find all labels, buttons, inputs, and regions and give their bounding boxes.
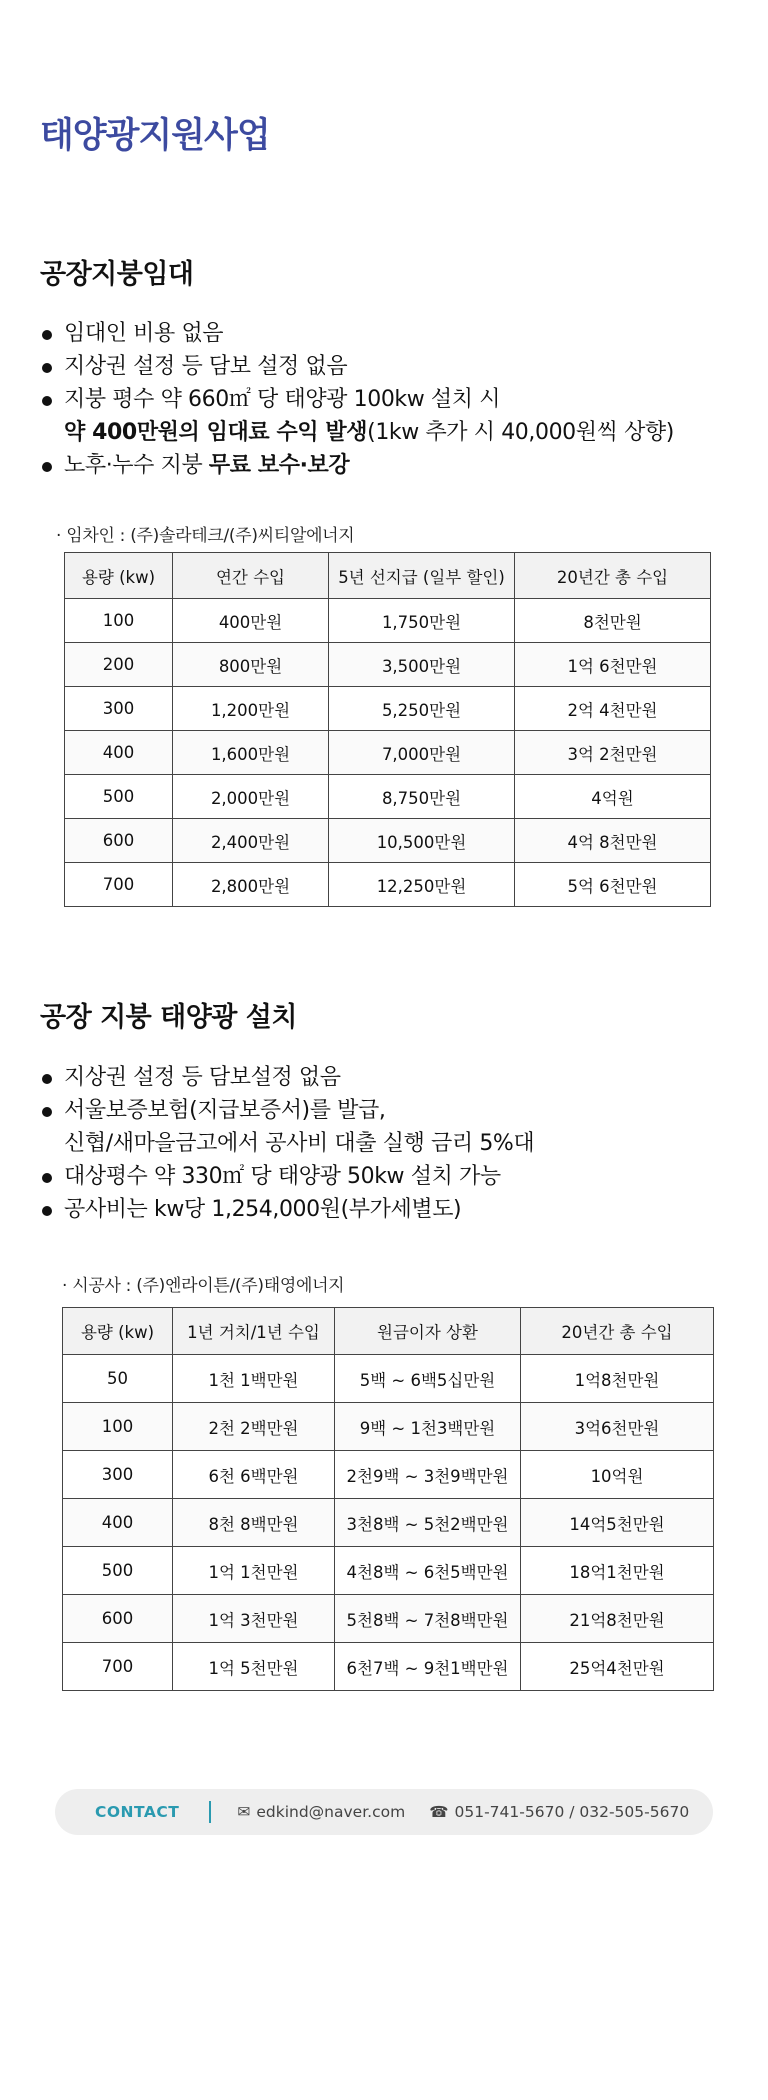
table-cell: 1억8천만원 bbox=[521, 1355, 714, 1403]
bullet-item: 임대인 비용 없음 bbox=[40, 317, 674, 350]
table-header-row bbox=[65, 553, 711, 599]
table-cell: 700 bbox=[65, 863, 173, 907]
bullet-item: 지상권 설정 등 담보 설정 없음 bbox=[40, 350, 674, 383]
table-cell: 2,000만원 bbox=[173, 775, 329, 819]
contact-bar bbox=[55, 1789, 713, 1835]
table-cell: 4억원 bbox=[515, 775, 711, 819]
table-cell: 800만원 bbox=[173, 643, 329, 687]
table-cell: 2천9백 ~ 3천9백만원 bbox=[335, 1451, 521, 1499]
table-row bbox=[63, 1643, 714, 1691]
table-cell: 600 bbox=[63, 1595, 173, 1643]
table-cell: 1천 1백만원 bbox=[173, 1355, 335, 1403]
table-cell: 50 bbox=[63, 1355, 173, 1403]
table-cell: 400 bbox=[63, 1499, 173, 1547]
table-row bbox=[63, 1595, 714, 1643]
table-cell: 25억4천만원 bbox=[521, 1643, 714, 1691]
table-cell: 7,000만원 bbox=[329, 731, 515, 775]
table-cell: 200 bbox=[65, 643, 173, 687]
table-cell: 21억8천만원 bbox=[521, 1595, 714, 1643]
table-cell: 4천8백 ~ 6천5백만원 bbox=[335, 1547, 521, 1595]
table-cell: 100 bbox=[65, 599, 173, 643]
table-cell: 5백 ~ 6백5십만원 bbox=[335, 1355, 521, 1403]
table-cell: 1,600만원 bbox=[173, 731, 329, 775]
bullet-item: 지상권 설정 등 담보설정 없음 bbox=[40, 1061, 534, 1094]
column-header: 연간 수입 bbox=[173, 553, 329, 599]
table-cell: 3억 2천만원 bbox=[515, 731, 711, 775]
table-row bbox=[65, 643, 711, 687]
bullet-item: 대상평수 약 330㎡ 당 태양광 50kw 설치 가능 bbox=[40, 1160, 534, 1193]
roof-install-bullet-list bbox=[40, 1061, 534, 1226]
section-title-roof-install: 공장 지붕 태양광 설치 bbox=[40, 1002, 297, 1033]
page-title: 태양광지원사업 bbox=[40, 116, 270, 156]
bullet-continuation: 약 400만원의 임대료 수익 발생(1kw 추가 시 40,000원씩 상향) bbox=[64, 420, 674, 445]
table-cell: 100 bbox=[63, 1403, 173, 1451]
phone-icon: ☎ bbox=[429, 1803, 449, 1821]
table-cell: 5천8백 ~ 7천8백만원 bbox=[335, 1595, 521, 1643]
table-cell: 300 bbox=[65, 687, 173, 731]
column-header: 5년 선지급 (일부 할인) bbox=[329, 553, 515, 599]
table-cell: 1억 3천만원 bbox=[173, 1595, 335, 1643]
table-cell: 3천8백 ~ 5천2백만원 bbox=[335, 1499, 521, 1547]
table-cell: 9백 ~ 1천3백만원 bbox=[335, 1403, 521, 1451]
table-row bbox=[65, 731, 711, 775]
roof-lease-income-table bbox=[64, 552, 711, 907]
table-cell: 1억 5천만원 bbox=[173, 1643, 335, 1691]
lessee-caption: · 임차인 : (주)솔라테크/(주)씨티알에너지 bbox=[56, 526, 355, 546]
table-cell: 300 bbox=[63, 1451, 173, 1499]
table-cell: 5억 6천만원 bbox=[515, 863, 711, 907]
table-cell: 400만원 bbox=[173, 599, 329, 643]
table-cell: 3,500만원 bbox=[329, 643, 515, 687]
table-cell: 12,250만원 bbox=[329, 863, 515, 907]
table-header-row bbox=[63, 1308, 714, 1355]
table-cell: 6천 6백만원 bbox=[173, 1451, 335, 1499]
table-row bbox=[65, 775, 711, 819]
table-cell: 10,500만원 bbox=[329, 819, 515, 863]
roof-lease-bullet-list bbox=[40, 317, 674, 482]
table-row bbox=[63, 1499, 714, 1547]
roof-install-income-table bbox=[62, 1307, 714, 1691]
table-cell: 8천 8백만원 bbox=[173, 1499, 335, 1547]
column-header: 원금이자 상환 bbox=[335, 1308, 521, 1355]
table-cell: 3억6천만원 bbox=[521, 1403, 714, 1451]
contractor-caption: · 시공사 : (주)엔라이튼/(주)태영에너지 bbox=[62, 1276, 345, 1296]
table-cell: 600 bbox=[65, 819, 173, 863]
table-cell: 10억원 bbox=[521, 1451, 714, 1499]
contact-label: CONTACT bbox=[95, 1803, 180, 1821]
table-cell: 2,800만원 bbox=[173, 863, 329, 907]
table-row bbox=[65, 819, 711, 863]
table-cell: 700 bbox=[63, 1643, 173, 1691]
table-cell: 18억1천만원 bbox=[521, 1547, 714, 1595]
bullet-item: 노후·누수 지붕 무료 보수·보강 bbox=[40, 449, 674, 482]
table-cell: 6천7백 ~ 9천1백만원 bbox=[335, 1643, 521, 1691]
table-row bbox=[65, 687, 711, 731]
table-cell: 500 bbox=[63, 1547, 173, 1595]
bullet-item: 공사비는 kw당 1,254,000원(부가세별도) bbox=[40, 1193, 534, 1226]
table-cell: 5,250만원 bbox=[329, 687, 515, 731]
contact-divider bbox=[209, 1801, 211, 1823]
table-cell: 1,750만원 bbox=[329, 599, 515, 643]
table-cell: 4억 8천만원 bbox=[515, 819, 711, 863]
table-row bbox=[63, 1451, 714, 1499]
column-header: 용량 (kw) bbox=[63, 1308, 173, 1355]
table-row bbox=[63, 1403, 714, 1451]
contact-email[interactable]: edkind@naver.com bbox=[256, 1803, 406, 1821]
table-cell: 2천 2백만원 bbox=[173, 1403, 335, 1451]
table-cell: 2,400만원 bbox=[173, 819, 329, 863]
table-cell: 1억 1천만원 bbox=[173, 1547, 335, 1595]
table-cell: 1억 6천만원 bbox=[515, 643, 711, 687]
bullet-item: 지붕 평수 약 660㎡ 당 태양광 100kw 설치 시 약 400만원의 임대료 수익 발생(1kw 추가 시 40,000원씩 상향) bbox=[40, 383, 674, 449]
column-header: 1년 거치/1년 수입 bbox=[173, 1308, 335, 1355]
bullet-item: 서울보증보험(지급보증서)를 발급, 신협/새마을금고에서 공사비 대출 실행 금리 5%대 bbox=[40, 1094, 534, 1160]
table-row bbox=[65, 599, 711, 643]
table-cell: 1,200만원 bbox=[173, 687, 329, 731]
envelope-icon: ✉ bbox=[237, 1803, 251, 1821]
table-cell: 400 bbox=[65, 731, 173, 775]
column-header: 용량 (kw) bbox=[65, 553, 173, 599]
table-cell: 2억 4천만원 bbox=[515, 687, 711, 731]
table-cell: 14억5천만원 bbox=[521, 1499, 714, 1547]
section-title-roof-lease: 공장지붕임대 bbox=[40, 259, 194, 290]
column-header: 20년간 총 수입 bbox=[521, 1308, 714, 1355]
table-cell: 500 bbox=[65, 775, 173, 819]
table-row bbox=[65, 863, 711, 907]
table-row bbox=[63, 1547, 714, 1595]
contact-phone[interactable]: 051-741-5670 / 032-505-5670 bbox=[454, 1803, 690, 1821]
column-header: 20년간 총 수입 bbox=[515, 553, 711, 599]
table-cell: 8,750만원 bbox=[329, 775, 515, 819]
bullet-continuation: 신협/새마을금고에서 공사비 대출 실행 금리 5%대 bbox=[64, 1131, 535, 1156]
table-cell: 8천만원 bbox=[515, 599, 711, 643]
table-row bbox=[63, 1355, 714, 1403]
